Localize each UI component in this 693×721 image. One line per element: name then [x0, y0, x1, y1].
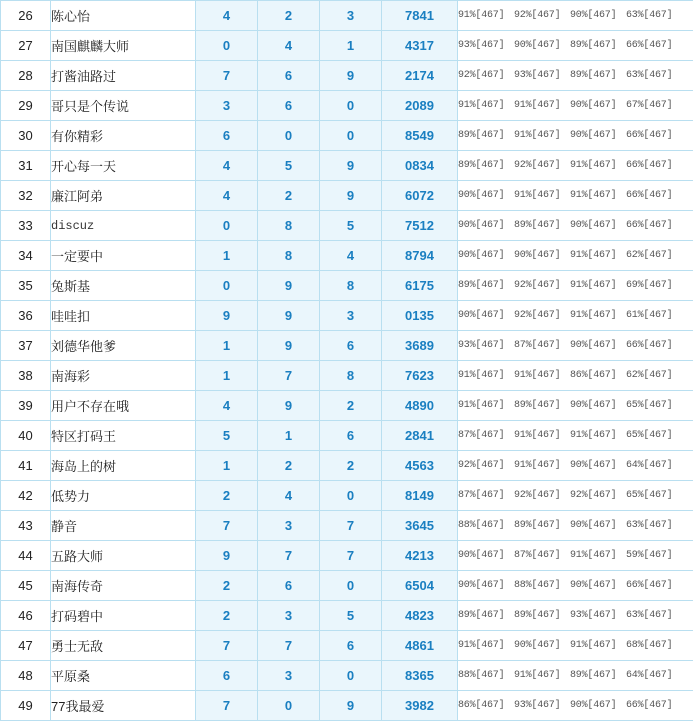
cell-d2: 0 — [258, 691, 320, 721]
cell-d3: 5 — [320, 211, 382, 241]
percentage-value: 67%[467] — [626, 100, 682, 111]
percentage-value: 66%[467] — [626, 700, 682, 711]
cell-d3: 0 — [320, 661, 382, 691]
cell-d2: 6 — [258, 571, 320, 601]
percentage-value: 87%[467] — [458, 430, 514, 441]
cell-code: 8149 — [382, 481, 458, 511]
percentage-value: 62%[467] — [626, 370, 682, 381]
percentage-value: 90%[467] — [570, 460, 626, 471]
cell-percentages — [458, 211, 693, 241]
cell-percentages — [458, 631, 693, 661]
cell-code: 6175 — [382, 271, 458, 301]
cell-percentages — [458, 1, 693, 31]
cell-code: 0834 — [382, 151, 458, 181]
percentage-value: 92%[467] — [514, 310, 570, 321]
percentage-value: 90%[467] — [458, 550, 514, 561]
cell-d1: 1 — [196, 361, 258, 391]
cell-percentages — [458, 301, 693, 331]
cell-rank: 41 — [1, 451, 51, 481]
cell-d1: 0 — [196, 211, 258, 241]
cell-d1: 2 — [196, 571, 258, 601]
cell-d3: 0 — [320, 91, 382, 121]
cell-percentages — [458, 541, 693, 571]
percentage-value: 90%[467] — [570, 580, 626, 591]
percentage-value: 89%[467] — [514, 520, 570, 531]
cell-player-name[interactable]: 廉江阿弟 — [51, 181, 196, 211]
percentage-value: 66%[467] — [626, 130, 682, 141]
cell-percentages — [458, 451, 693, 481]
cell-rank: 46 — [1, 601, 51, 631]
percentage-value: 68%[467] — [626, 640, 682, 651]
percentage-value: 88%[467] — [458, 670, 514, 681]
cell-player-name[interactable]: 用户不存在哦 — [51, 391, 196, 421]
cell-d2: 9 — [258, 271, 320, 301]
cell-d1: 0 — [196, 271, 258, 301]
cell-d1: 6 — [196, 661, 258, 691]
table-row[interactable] — [1, 331, 693, 361]
cell-d3: 2 — [320, 391, 382, 421]
cell-rank: 42 — [1, 481, 51, 511]
cell-d2: 2 — [258, 181, 320, 211]
percentage-value: 90%[467] — [514, 640, 570, 651]
cell-rank: 44 — [1, 541, 51, 571]
cell-d2: 7 — [258, 631, 320, 661]
percentage-value: 91%[467] — [570, 640, 626, 651]
cell-player-name[interactable]: 开心每一天 — [51, 151, 196, 181]
cell-d3: 0 — [320, 121, 382, 151]
cell-code: 4823 — [382, 601, 458, 631]
percentage-value: 90%[467] — [570, 10, 626, 21]
cell-d1: 7 — [196, 631, 258, 661]
cell-rank: 30 — [1, 121, 51, 151]
cell-d2: 7 — [258, 361, 320, 391]
percentage-value: 91%[467] — [514, 370, 570, 381]
cell-code: 6504 — [382, 571, 458, 601]
percentage-value: 92%[467] — [458, 70, 514, 81]
cell-d2: 8 — [258, 211, 320, 241]
table-row[interactable] — [1, 601, 693, 631]
percentage-value: 90%[467] — [514, 250, 570, 261]
cell-d1: 7 — [196, 511, 258, 541]
cell-d2: 7 — [258, 541, 320, 571]
table-row[interactable] — [1, 1, 693, 31]
cell-d3: 7 — [320, 541, 382, 571]
percentage-value: 90%[467] — [570, 400, 626, 411]
cell-d2: 1 — [258, 421, 320, 451]
table-row[interactable] — [1, 631, 693, 661]
percentage-value: 90%[467] — [458, 250, 514, 261]
percentage-value: 65%[467] — [626, 400, 682, 411]
cell-percentages — [458, 691, 693, 721]
percentage-value: 92%[467] — [458, 460, 514, 471]
cell-d3: 9 — [320, 691, 382, 721]
percentage-value: 91%[467] — [514, 430, 570, 441]
cell-d1: 2 — [196, 601, 258, 631]
percentage-value: 92%[467] — [514, 10, 570, 21]
percentage-value: 64%[467] — [626, 670, 682, 681]
cell-rank: 26 — [1, 1, 51, 31]
cell-player-name[interactable]: 低势力 — [51, 481, 196, 511]
cell-percentages — [458, 511, 693, 541]
cell-code: 8365 — [382, 661, 458, 691]
percentage-value: 89%[467] — [458, 160, 514, 171]
percentage-value: 89%[467] — [570, 40, 626, 51]
cell-code: 8549 — [382, 121, 458, 151]
cell-percentages — [458, 91, 693, 121]
percentage-value: 91%[467] — [514, 670, 570, 681]
table-row[interactable] — [1, 241, 693, 271]
cell-rank: 34 — [1, 241, 51, 271]
cell-percentages — [458, 421, 693, 451]
cell-code: 6072 — [382, 181, 458, 211]
cell-d2: 6 — [258, 61, 320, 91]
percentage-value: 88%[467] — [458, 520, 514, 531]
cell-d3: 3 — [320, 301, 382, 331]
percentage-value: 91%[467] — [570, 550, 626, 561]
cell-d3: 9 — [320, 61, 382, 91]
cell-d2: 0 — [258, 121, 320, 151]
percentage-value: 91%[467] — [570, 280, 626, 291]
percentage-value: 91%[467] — [514, 100, 570, 111]
table-row[interactable] — [1, 31, 693, 61]
percentage-value: 90%[467] — [570, 220, 626, 231]
table-row[interactable] — [1, 511, 693, 541]
cell-percentages — [458, 481, 693, 511]
percentage-value: 63%[467] — [626, 10, 682, 21]
cell-d3: 2 — [320, 451, 382, 481]
cell-d1: 1 — [196, 331, 258, 361]
cell-d3: 4 — [320, 241, 382, 271]
cell-d1: 9 — [196, 301, 258, 331]
percentage-value: 66%[467] — [626, 190, 682, 201]
cell-d1: 9 — [196, 541, 258, 571]
table-row[interactable] — [1, 361, 693, 391]
cell-d2: 9 — [258, 391, 320, 421]
percentage-value: 91%[467] — [570, 430, 626, 441]
percentage-value: 91%[467] — [514, 130, 570, 141]
cell-d3: 8 — [320, 361, 382, 391]
percentage-value: 92%[467] — [570, 490, 626, 501]
cell-percentages — [458, 571, 693, 601]
cell-percentages — [458, 391, 693, 421]
table-row[interactable] — [1, 421, 693, 451]
cell-d3: 7 — [320, 511, 382, 541]
percentage-value: 90%[467] — [570, 100, 626, 111]
cell-rank: 31 — [1, 151, 51, 181]
table-row[interactable] — [1, 61, 693, 91]
cell-player-name[interactable]: 有你精彩 — [51, 121, 196, 151]
percentage-value: 86%[467] — [570, 370, 626, 381]
cell-d3: 6 — [320, 421, 382, 451]
percentage-value: 66%[467] — [626, 220, 682, 231]
cell-percentages — [458, 181, 693, 211]
percentage-value: 91%[467] — [514, 190, 570, 201]
cell-d1: 4 — [196, 181, 258, 211]
cell-d2: 3 — [258, 661, 320, 691]
cell-percentages — [458, 31, 693, 61]
percentage-value: 92%[467] — [514, 280, 570, 291]
percentage-value: 66%[467] — [626, 160, 682, 171]
percentage-value: 93%[467] — [514, 700, 570, 711]
cell-player-name[interactable]: 77我最爱 — [51, 691, 196, 721]
cell-code: 4563 — [382, 451, 458, 481]
percentage-value: 93%[467] — [458, 340, 514, 351]
table-row[interactable] — [1, 571, 693, 601]
percentage-value: 91%[467] — [570, 160, 626, 171]
cell-player-name[interactable]: 海岛上的树 — [51, 451, 196, 481]
percentage-value: 89%[467] — [570, 70, 626, 81]
percentage-value: 63%[467] — [626, 70, 682, 81]
cell-d2: 6 — [258, 91, 320, 121]
percentage-value: 66%[467] — [626, 580, 682, 591]
percentage-value: 86%[467] — [458, 700, 514, 711]
percentage-value: 89%[467] — [458, 610, 514, 621]
cell-rank: 32 — [1, 181, 51, 211]
ranking-table-body — [1, 1, 693, 721]
cell-d1: 3 — [196, 91, 258, 121]
percentage-value: 69%[467] — [626, 280, 682, 291]
cell-code: 3982 — [382, 691, 458, 721]
cell-d3: 1 — [320, 31, 382, 61]
cell-percentages — [458, 661, 693, 691]
cell-code: 0135 — [382, 301, 458, 331]
percentage-value: 91%[467] — [458, 10, 514, 21]
percentage-value: 90%[467] — [514, 40, 570, 51]
percentage-value: 89%[467] — [570, 670, 626, 681]
cell-d2: 5 — [258, 151, 320, 181]
table-row[interactable] — [1, 661, 693, 691]
percentage-value: 90%[467] — [570, 700, 626, 711]
cell-d1: 4 — [196, 151, 258, 181]
percentage-value: 59%[467] — [626, 550, 682, 561]
cell-player-name[interactable]: 南海彩 — [51, 361, 196, 391]
cell-rank: 27 — [1, 31, 51, 61]
cell-code: 2841 — [382, 421, 458, 451]
percentage-value: 90%[467] — [458, 580, 514, 591]
cell-d3: 3 — [320, 1, 382, 31]
percentage-value: 87%[467] — [514, 340, 570, 351]
cell-d2: 2 — [258, 451, 320, 481]
table-row[interactable] — [1, 211, 693, 241]
cell-d2: 3 — [258, 601, 320, 631]
cell-rank: 29 — [1, 91, 51, 121]
cell-d3: 6 — [320, 631, 382, 661]
cell-d3: 0 — [320, 481, 382, 511]
cell-d3: 5 — [320, 601, 382, 631]
cell-d2: 4 — [258, 481, 320, 511]
table-row[interactable] — [1, 391, 693, 421]
cell-percentages — [458, 361, 693, 391]
percentage-value: 66%[467] — [626, 40, 682, 51]
percentage-value: 65%[467] — [626, 490, 682, 501]
percentage-value: 65%[467] — [626, 430, 682, 441]
percentage-value: 91%[467] — [570, 250, 626, 261]
cell-d3: 6 — [320, 331, 382, 361]
cell-player-name[interactable]: 勇士无敌 — [51, 631, 196, 661]
percentage-value: 93%[467] — [514, 70, 570, 81]
percentage-value: 87%[467] — [458, 490, 514, 501]
percentage-value: 89%[467] — [514, 400, 570, 411]
cell-d1: 5 — [196, 421, 258, 451]
percentage-value: 91%[467] — [458, 400, 514, 411]
cell-d1: 1 — [196, 241, 258, 271]
cell-rank: 37 — [1, 331, 51, 361]
cell-rank: 33 — [1, 211, 51, 241]
cell-percentages — [458, 331, 693, 361]
table-row[interactable] — [1, 271, 693, 301]
cell-percentages — [458, 241, 693, 271]
cell-percentages — [458, 151, 693, 181]
cell-d3: 9 — [320, 151, 382, 181]
percentage-value: 89%[467] — [514, 610, 570, 621]
cell-code: 8794 — [382, 241, 458, 271]
cell-rank: 43 — [1, 511, 51, 541]
cell-rank: 40 — [1, 421, 51, 451]
cell-player-name[interactable]: 兔斯基 — [51, 271, 196, 301]
cell-player-name[interactable]: 平原桑 — [51, 661, 196, 691]
percentage-value: 91%[467] — [458, 640, 514, 651]
cell-d2: 9 — [258, 301, 320, 331]
cell-percentages — [458, 61, 693, 91]
cell-percentages — [458, 601, 693, 631]
cell-rank: 45 — [1, 571, 51, 601]
percentage-value: 93%[467] — [570, 610, 626, 621]
percentage-value: 90%[467] — [458, 220, 514, 231]
cell-d2: 8 — [258, 241, 320, 271]
percentage-value: 90%[467] — [570, 520, 626, 531]
cell-d1: 6 — [196, 121, 258, 151]
cell-player-name[interactable]: 打码碧中 — [51, 601, 196, 631]
cell-d1: 4 — [196, 391, 258, 421]
percentage-value: 61%[467] — [626, 310, 682, 321]
table-row[interactable] — [1, 151, 693, 181]
percentage-value: 90%[467] — [458, 310, 514, 321]
percentage-value: 93%[467] — [458, 40, 514, 51]
cell-d1: 7 — [196, 61, 258, 91]
cell-player-name[interactable]: discuz — [51, 211, 196, 241]
cell-player-name[interactable]: 哥只是个传说 — [51, 91, 196, 121]
cell-player-name[interactable]: 特区打码王 — [51, 421, 196, 451]
percentage-value: 66%[467] — [626, 340, 682, 351]
table-row[interactable] — [1, 451, 693, 481]
percentage-value: 63%[467] — [626, 610, 682, 621]
cell-code: 7841 — [382, 1, 458, 31]
percentage-value: 62%[467] — [626, 250, 682, 261]
percentage-value: 91%[467] — [458, 370, 514, 381]
cell-code: 2174 — [382, 61, 458, 91]
cell-code: 4213 — [382, 541, 458, 571]
cell-rank: 38 — [1, 361, 51, 391]
cell-d2: 9 — [258, 331, 320, 361]
cell-rank: 39 — [1, 391, 51, 421]
cell-rank: 48 — [1, 661, 51, 691]
cell-rank: 35 — [1, 271, 51, 301]
cell-code: 3689 — [382, 331, 458, 361]
cell-d3: 9 — [320, 181, 382, 211]
cell-code: 4890 — [382, 391, 458, 421]
cell-d1: 4 — [196, 1, 258, 31]
cell-player-name[interactable]: 五路大师 — [51, 541, 196, 571]
cell-d3: 8 — [320, 271, 382, 301]
cell-d1: 1 — [196, 451, 258, 481]
cell-code: 4317 — [382, 31, 458, 61]
percentage-value: 91%[467] — [570, 190, 626, 201]
percentage-value: 90%[467] — [570, 340, 626, 351]
table-row[interactable] — [1, 91, 693, 121]
cell-d1: 2 — [196, 481, 258, 511]
cell-player-name[interactable]: 刘德华他爹 — [51, 331, 196, 361]
table-row[interactable] — [1, 121, 693, 151]
percentage-value: 87%[467] — [514, 550, 570, 561]
cell-code: 4861 — [382, 631, 458, 661]
cell-d2: 4 — [258, 31, 320, 61]
cell-code: 7512 — [382, 211, 458, 241]
table-row[interactable] — [1, 691, 693, 721]
percentage-value: 90%[467] — [570, 130, 626, 141]
cell-rank: 49 — [1, 691, 51, 721]
cell-d2: 3 — [258, 511, 320, 541]
cell-code: 3645 — [382, 511, 458, 541]
percentage-value: 89%[467] — [514, 220, 570, 231]
percentage-value: 91%[467] — [570, 310, 626, 321]
cell-percentages — [458, 271, 693, 301]
percentage-value: 90%[467] — [458, 190, 514, 201]
cell-d1: 7 — [196, 691, 258, 721]
percentage-value: 89%[467] — [458, 280, 514, 291]
percentage-value: 91%[467] — [458, 100, 514, 111]
cell-player-name[interactable]: 一定要中 — [51, 241, 196, 271]
cell-d3: 0 — [320, 571, 382, 601]
percentage-value: 64%[467] — [626, 460, 682, 471]
cell-rank: 47 — [1, 631, 51, 661]
percentage-value: 63%[467] — [626, 520, 682, 531]
cell-percentages — [458, 121, 693, 151]
cell-rank: 36 — [1, 301, 51, 331]
percentage-value: 88%[467] — [514, 580, 570, 591]
percentage-value: 92%[467] — [514, 160, 570, 171]
cell-player-name[interactable]: 哇哇扣 — [51, 301, 196, 331]
cell-player-name[interactable]: 南海传奇 — [51, 571, 196, 601]
cell-player-name[interactable]: 陈心怡 — [51, 1, 196, 31]
cell-code: 7623 — [382, 361, 458, 391]
table-row[interactable] — [1, 541, 693, 571]
cell-player-name[interactable]: 打酱油路过 — [51, 61, 196, 91]
cell-d2: 2 — [258, 1, 320, 31]
cell-player-name[interactable]: 静音 — [51, 511, 196, 541]
percentage-value: 92%[467] — [514, 490, 570, 501]
cell-d1: 0 — [196, 31, 258, 61]
table-row[interactable] — [1, 181, 693, 211]
table-row[interactable] — [1, 301, 693, 331]
percentage-value: 91%[467] — [514, 460, 570, 471]
cell-player-name[interactable]: 南国麒麟大师 — [51, 31, 196, 61]
cell-code: 2089 — [382, 91, 458, 121]
table-row[interactable] — [1, 481, 693, 511]
percentage-value: 89%[467] — [458, 130, 514, 141]
cell-rank: 28 — [1, 61, 51, 91]
